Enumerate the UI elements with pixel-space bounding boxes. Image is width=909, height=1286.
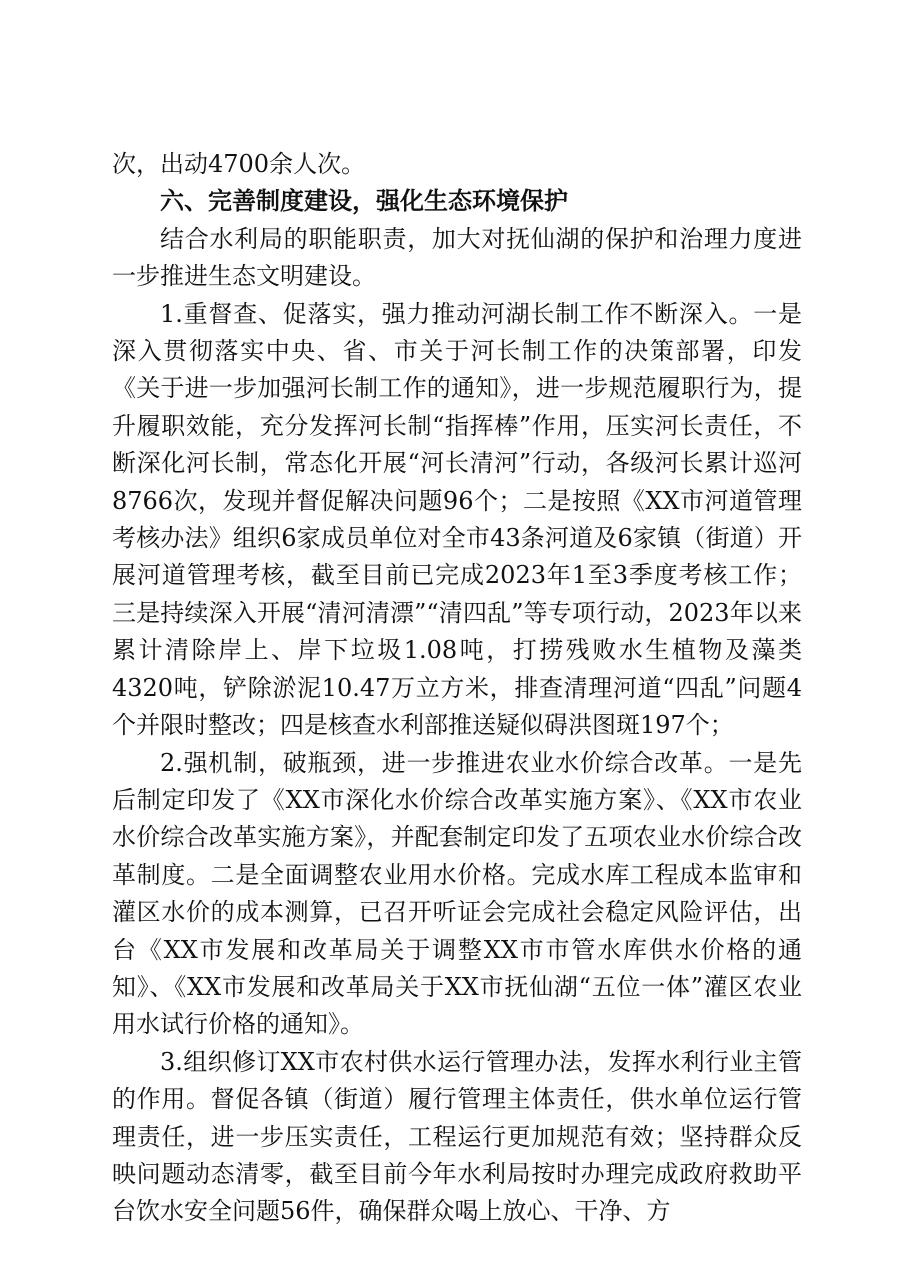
continuation-paragraph: 次，出动4700余人次。 xyxy=(112,150,366,178)
section-heading: 六、完善制度建设，强化生态环境保护 xyxy=(160,187,568,216)
intro-paragraph: 结合水利局的职能职责，加大对抚仙湖的保护和治理力度进一步推进生态文明建设。 xyxy=(112,224,802,291)
item-2-paragraph: 2.强机制，破瓶颈，进一步推进农业水价综合改革。一是先后制定印发了《XX市深化水价综合改革实施方案》、《XX市农业水价综合改革实施方案》，并配套制定印发了五项农业水价综合改革制度。二是全面调整农业用水价格。完成水库工程成本监审和灌区水价的成本测算，已召开听证会完成社会稳定风险评估，出台《XX市发展和改革局关于调整XX市市管水库供水价格的通知》、《XX市发展和改革局关于XX市抚仙湖“五位一体”灌区农业用水试行价格的通知》。 xyxy=(112,748,802,1039)
item-3-paragraph: 3.组织修订XX市农村供水运行管理办法，发挥水利行业主管的作用。督促各镇（街道）履行管理主体责任，供水单位运行管理责任，进一步压实责任，工程运行更加规范有效；坚持群众反映问题动态清零，截至目前今年水利局按时办理完成政府救助平台饮水安全问题56件，确保群众喝上放心、干净、方 xyxy=(112,1047,802,1226)
item-1-paragraph: 1.重督查、促落实，强力推动河湖长制工作不断深入。一是深入贯彻落实中央、省、市关于河长制工作的决策部署，印发《关于进一步加强河长制工作的通知》，进一步规范履职行为，提升履职效能，充分发挥河长制“指挥棒”作用，压实河长责任，不断深化河长制，常态化开展“河长清河”行动，各级河长累计巡河8766次，发现并督促解决问题96个；二是按照《XX市河道管理考核办法》组织6家成员单位对全市43条河道及6家镇（街道）开展河道管理考核，截至目前已完成2023年1至3季度考核工作；三是持续深入开展“清河清漂”“清四乱”等专项行动，2023年以来累计清除岸上、岸下垃圾1.08吨，打捞残败水生植物及藻类4320吨，铲除淤泥10.47万立方米，排查清理河道“四乱”问题4个并限时整改；四是核查水利部推送疑似碍洪图斑197个； xyxy=(112,299,802,740)
document-page xyxy=(112,146,802,1231)
